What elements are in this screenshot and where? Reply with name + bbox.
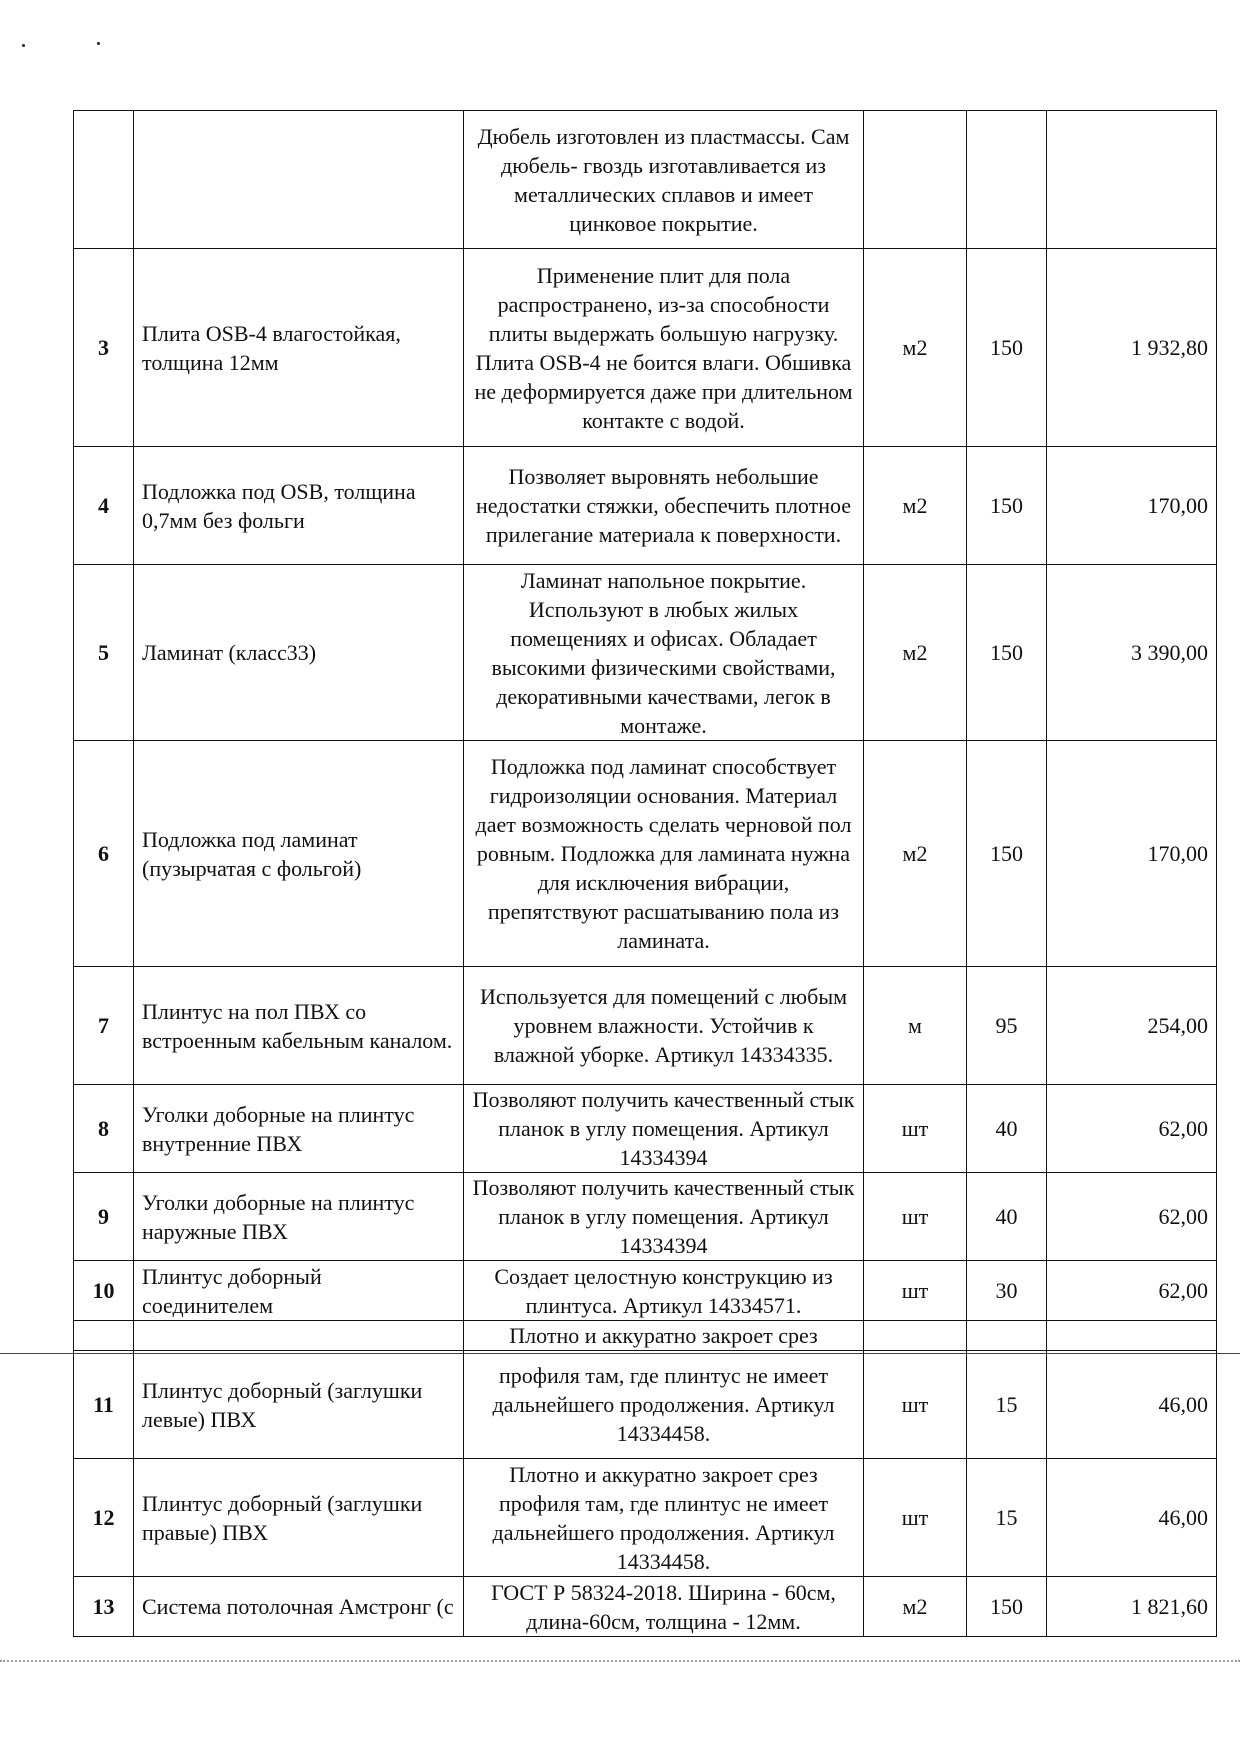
- item-name: Плинтус доборный (заглушки правые) ПВХ: [134, 1459, 464, 1577]
- item-price: 1 932,80: [1047, 249, 1217, 447]
- item-name: Уголки доборные на плинтус внутренние ПВХ: [134, 1085, 464, 1173]
- item-quantity: 150: [967, 1577, 1047, 1637]
- item-price: 254,00: [1047, 967, 1217, 1085]
- item-description: Создает целостную конструкцию из плинтуса. Артикул 14334571.: [464, 1261, 864, 1321]
- item-price: 170,00: [1047, 447, 1217, 565]
- item-unit: м2: [864, 1577, 967, 1637]
- item-description: Позволяет выровнять небольшие недостатки стяжки, обеспечить плотное прилегание материала к поверхности.: [464, 447, 864, 565]
- item-price: 170,00: [1047, 741, 1217, 967]
- item-quantity: 30: [967, 1261, 1047, 1321]
- item-description: Ламинат напольное покрытие. Используют в любых жилых помещениях и офисах. Обладает высокими физическими свойствами, декоративными качествами, легок в монтаже.: [464, 565, 864, 741]
- table-row: [74, 1085, 1217, 1173]
- item-price: 62,00: [1047, 1173, 1217, 1261]
- item-quantity: 150: [967, 741, 1047, 967]
- item-quantity: [967, 111, 1047, 249]
- item-quantity: 95: [967, 967, 1047, 1085]
- item-name: Плинтус на пол ПВХ со встроенным кабельным каналом.: [134, 967, 464, 1085]
- table-row: [74, 447, 1217, 565]
- item-description: Подложка под ламинат способствует гидроизоляции основания. Материал дает возможность сделать черновой пол ровным. Подложка для ламината нужна для исключения вибрации, препятствуют расшатыванию пола из ламината.: [464, 741, 864, 967]
- item-quantity: 150: [967, 447, 1047, 565]
- item-quantity: 40: [967, 1085, 1047, 1173]
- item-quantity: 150: [967, 565, 1047, 741]
- item-description: Плотно и аккуратно закроет срез: [464, 1321, 864, 1351]
- item-price: [1047, 111, 1217, 249]
- item-unit: шт: [864, 1173, 967, 1261]
- table-row: [74, 1173, 1217, 1261]
- item-price: 46,00: [1047, 1351, 1217, 1459]
- item-name: Подложка под OSB, толщина 0,7мм без фольги: [134, 447, 464, 565]
- item-name: Плинтус доборный (заглушки левые) ПВХ: [134, 1351, 464, 1459]
- scan-speck: [22, 44, 25, 47]
- row-number: 4: [74, 447, 134, 565]
- table-row: [74, 1321, 1217, 1351]
- table-row: [74, 249, 1217, 447]
- row-number: 6: [74, 741, 134, 967]
- item-name: [134, 1321, 464, 1351]
- item-quantity: 15: [967, 1459, 1047, 1577]
- item-description: Используется для помещений с любым уровнем влажности. Устойчив к влажной уборке. Артикул 14334335.: [464, 967, 864, 1085]
- item-unit: шт: [864, 1351, 967, 1459]
- row-number: 9: [74, 1173, 134, 1261]
- item-description: Применение плит для пола распространено, из-за способности плиты выдержать большую нагрузку. Плита OSB-4 не боится влаги. Обшивка не деформируется даже при длительном контакте с водой.: [464, 249, 864, 447]
- row-number: 10: [74, 1261, 134, 1321]
- table-row: [74, 1577, 1217, 1637]
- item-name: Уголки доборные на плинтус наружные ПВХ: [134, 1173, 464, 1261]
- item-name: Система потолочная Амстронг (с: [134, 1577, 464, 1637]
- item-name: Плита OSB-4 влагостойкая, толщина 12мм: [134, 249, 464, 447]
- item-price: 1 821,60: [1047, 1577, 1217, 1637]
- table-row: [74, 1351, 1217, 1459]
- item-price: 46,00: [1047, 1459, 1217, 1577]
- item-unit: [864, 1321, 967, 1351]
- item-price: 3 390,00: [1047, 565, 1217, 741]
- item-price: [1047, 1321, 1217, 1351]
- table-row: [74, 967, 1217, 1085]
- item-price: 62,00: [1047, 1261, 1217, 1321]
- row-number: [74, 1321, 134, 1351]
- item-description: ГОСТ Р 58324-2018. Ширина - 60см, длина-60см, толщина - 12мм.: [464, 1577, 864, 1637]
- item-description: Позволяют получить качественный стык планок в углу помещения. Артикул 14334394: [464, 1173, 864, 1261]
- item-quantity: 150: [967, 249, 1047, 447]
- item-description: Позволяют получить качественный стык планок в углу помещения. Артикул 14334394: [464, 1085, 864, 1173]
- scan-artifact-dots: [0, 1660, 1240, 1662]
- item-name: Подложка под ламинат (пузырчатая с фольгой): [134, 741, 464, 967]
- table-row: [74, 741, 1217, 967]
- item-description: Дюбель изготовлен из пластмассы. Сам дюбель- гвоздь изготавливается из металлических сплавов и имеет цинковое покрытие.: [464, 111, 864, 249]
- item-name: Плинтус доборный соединителем: [134, 1261, 464, 1321]
- item-price: 62,00: [1047, 1085, 1217, 1173]
- item-unit: м2: [864, 741, 967, 967]
- table-row: [74, 111, 1217, 249]
- item-quantity: [967, 1321, 1047, 1351]
- item-unit: м2: [864, 249, 967, 447]
- item-unit: шт: [864, 1459, 967, 1577]
- table-row: [74, 565, 1217, 741]
- table-row: [74, 1459, 1217, 1577]
- item-name: Ламинат (класс33): [134, 565, 464, 741]
- specification-table: [73, 110, 1217, 1637]
- item-unit: м: [864, 967, 967, 1085]
- row-number: 7: [74, 967, 134, 1085]
- row-number: 8: [74, 1085, 134, 1173]
- table-row: [74, 1261, 1217, 1321]
- row-number: 3: [74, 249, 134, 447]
- item-unit: м2: [864, 565, 967, 741]
- item-description: Плотно и аккуратно закроет срез профиля там, где плинтус не имеет дальнейшего продолжения. Артикул 14334458.: [464, 1459, 864, 1577]
- row-number: 5: [74, 565, 134, 741]
- item-unit: шт: [864, 1085, 967, 1173]
- item-quantity: 15: [967, 1351, 1047, 1459]
- row-number: 12: [74, 1459, 134, 1577]
- item-description: профиля там, где плинтус не имеет дальнейшего продолжения. Артикул 14334458.: [464, 1351, 864, 1459]
- row-number: [74, 111, 134, 249]
- item-unit: [864, 111, 967, 249]
- row-number: 13: [74, 1577, 134, 1637]
- item-unit: м2: [864, 447, 967, 565]
- item-unit: шт: [864, 1261, 967, 1321]
- scan-speck: [97, 42, 100, 45]
- row-number: 11: [74, 1351, 134, 1459]
- item-name: [134, 111, 464, 249]
- item-quantity: 40: [967, 1173, 1047, 1261]
